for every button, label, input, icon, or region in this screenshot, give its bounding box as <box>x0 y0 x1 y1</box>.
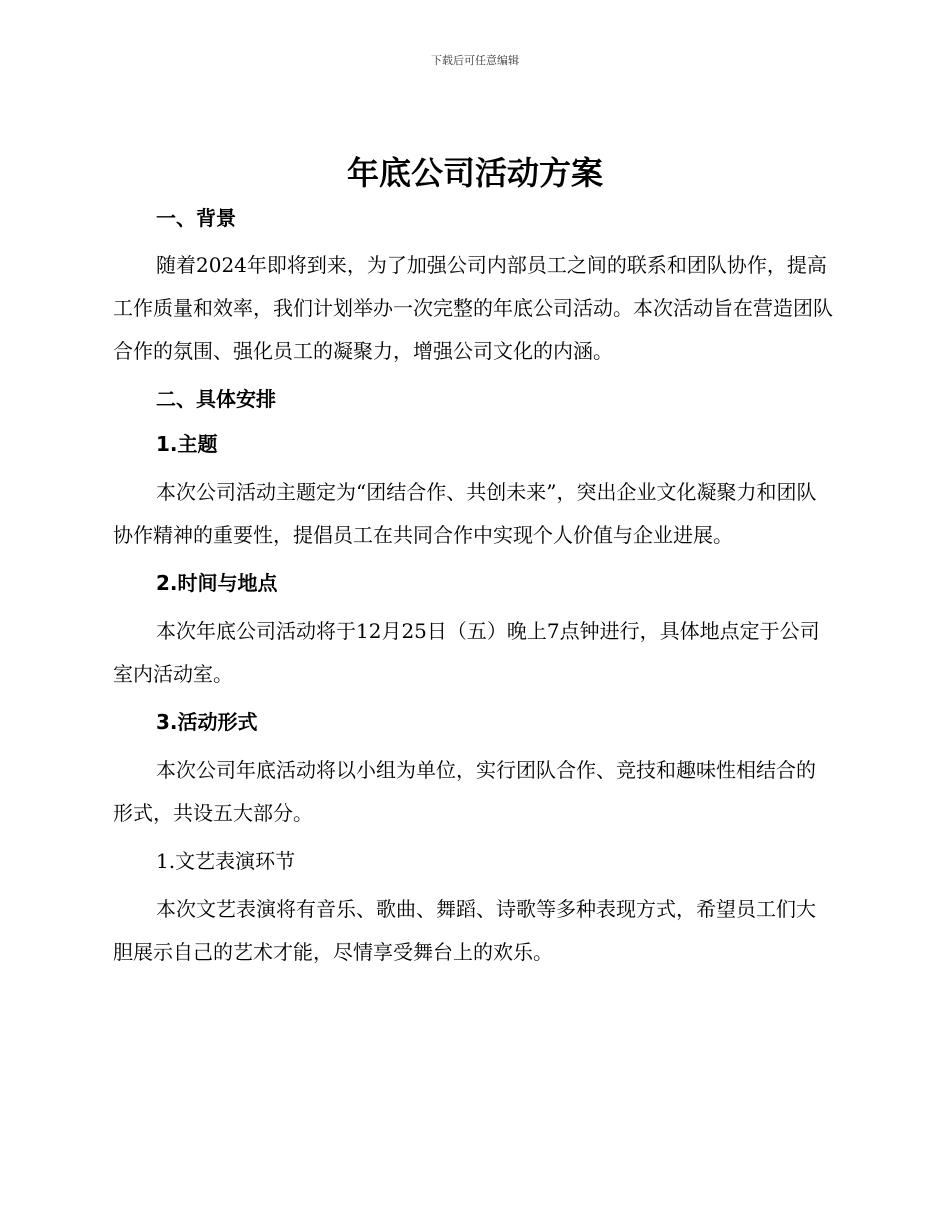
subheading-theme: 1.主题 <box>156 432 218 456</box>
paragraph-time-place: 本次年底公司活动将于12月25日（五）晚上7点钟进行，具体地点定于公司室内活动室。 <box>113 619 820 686</box>
paragraph-performance: 本次文艺表演将有音乐、歌曲、舞蹈、诗歌等多种表现方式，希望员工们大胆展示自己的艺术才能，尽情享受舞台上的欢乐。 <box>113 897 816 964</box>
section-heading-background: 一、背景 <box>156 206 236 230</box>
subheading-time-place: 2.时间与地点 <box>156 571 278 595</box>
subheading-performance: 1.文艺表演环节 <box>156 849 296 873</box>
section-heading-arrangement: 二、具体安排 <box>156 387 276 411</box>
page-header-note: 下载后可任意编辑 <box>431 54 519 67</box>
document-body <box>113 200 835 974</box>
paragraph-theme: 本次公司活动主题定为“团结合作、共创未来”，突出企业文化凝聚力和团队协作精神的重要性，提倡员工在共同合作中实现个人价值与企业进展。 <box>113 480 817 547</box>
paragraph-format: 本次公司年底活动将以小组为单位，实行团队合作、竞技和趣味性相结合的形式，共设五大部分。 <box>113 758 816 825</box>
paragraph-background: 随着2024年即将到来，为了加强公司内部员工之间的联系和团队协作，提高工作质量和效率，我们计划举办一次完整的年底公司活动。本次活动旨在营造团队合作的氛围、强化员工的凝聚力，增强公司文化的内涵。 <box>113 253 833 363</box>
document-title: 年底公司活动方案 <box>346 154 603 192</box>
subheading-format: 3.活动形式 <box>156 710 258 734</box>
